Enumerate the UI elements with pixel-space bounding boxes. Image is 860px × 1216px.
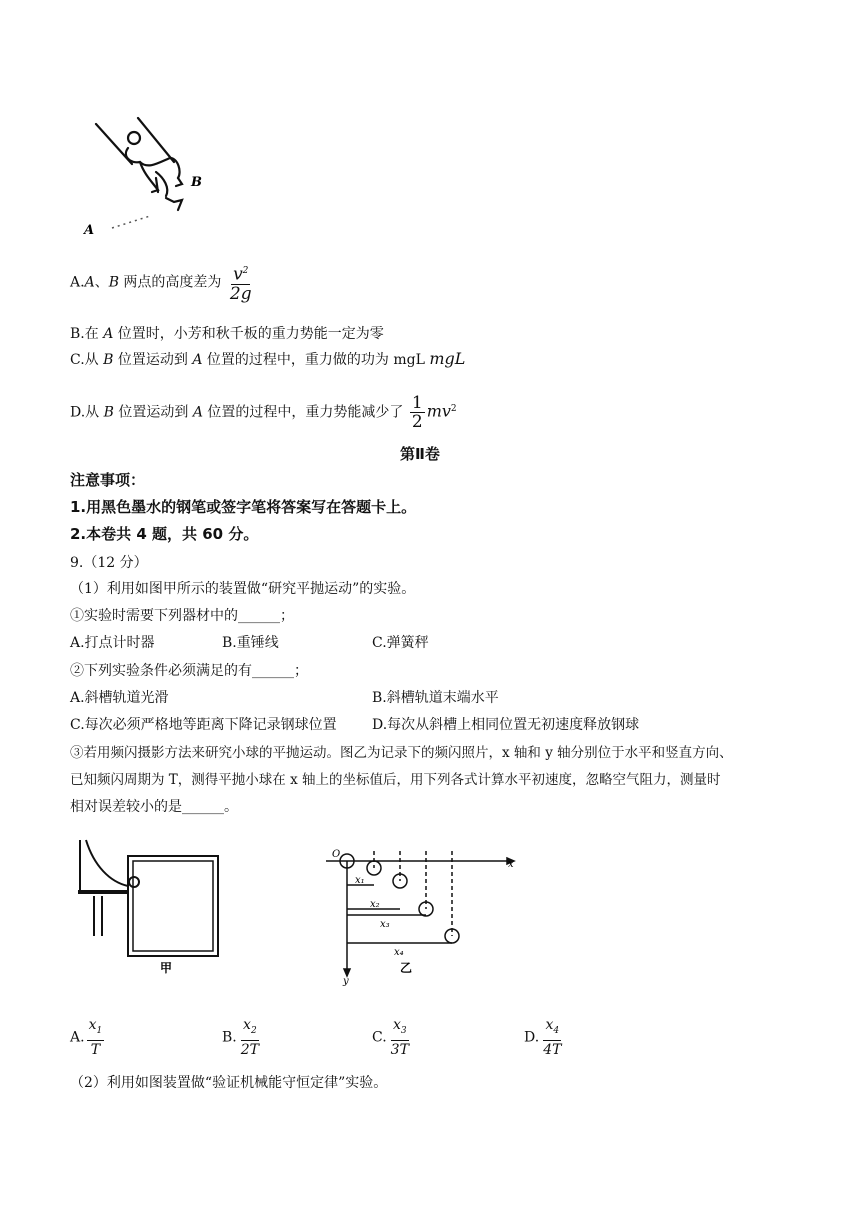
option-prefix: C. bbox=[372, 1029, 387, 1046]
figure-yi-x2: x₂ bbox=[370, 899, 380, 910]
var-a: A bbox=[192, 352, 203, 368]
q9-sub2: ②下列实验条件必须满足的有______； bbox=[70, 663, 308, 679]
q9-sub3-line3: 相对误差较小的是______。 bbox=[70, 799, 238, 815]
q9-sub1-option-c: C.弹簧秤 bbox=[372, 635, 429, 651]
var-b: B bbox=[103, 404, 114, 421]
numerator: x bbox=[88, 1017, 97, 1033]
figure-jia-label: 甲 bbox=[160, 961, 173, 975]
option-text: 位置时，小芳和秋千板的重力势能一定为零 bbox=[113, 326, 384, 342]
figure-yi-label: 乙 bbox=[400, 961, 413, 975]
separator: 、 bbox=[94, 274, 109, 291]
fraction bbox=[87, 1016, 105, 1059]
fraction bbox=[239, 1016, 261, 1059]
q9-answer-b bbox=[222, 1016, 263, 1059]
var-b: B bbox=[108, 274, 119, 291]
figure-jia bbox=[72, 836, 232, 981]
option-prefix: B.在 bbox=[70, 326, 104, 342]
notice-item-2: 2.本卷共 4 题，共 60 分。 bbox=[70, 525, 259, 543]
q8-option-b bbox=[70, 324, 384, 344]
subscript: 4 bbox=[553, 1025, 560, 1036]
q9-answer-a bbox=[70, 1016, 106, 1059]
q9-header: 9.（12 分） bbox=[70, 555, 148, 571]
option-mid: 位置运动到 bbox=[113, 352, 193, 368]
swing-label-b: B bbox=[191, 175, 202, 190]
swing-figure bbox=[78, 112, 228, 240]
denominator: 2T bbox=[240, 1041, 259, 1058]
numerator: v bbox=[233, 264, 243, 285]
q9-sub1-option-b: B.重锤线 bbox=[222, 635, 279, 651]
numerator: x bbox=[392, 1017, 401, 1033]
superscript: 2 bbox=[450, 403, 457, 414]
q9-part2: （2）利用如图装置做“验证机械能守恒定律”实验。 bbox=[70, 1075, 388, 1091]
numerator: x bbox=[545, 1017, 554, 1033]
figure-yi-x4: x₄ bbox=[394, 947, 404, 958]
option-text: 位置的过程中，重力势能减少了 bbox=[202, 404, 404, 421]
numerator: x bbox=[243, 1017, 251, 1033]
q9-sub2-option-d: D.每次从斜槽上相同位置无初速度释放钢球 bbox=[372, 717, 640, 733]
q8-option-d bbox=[70, 394, 457, 431]
option-prefix: D. bbox=[524, 1029, 540, 1046]
q9-answer-d bbox=[524, 1016, 565, 1059]
option-text: 位置的过程中，重力做的功为 mgL bbox=[202, 352, 430, 368]
q9-sub3-line1: ③若用频闪摄影方法来研究小球的平抛运动。图乙为记录下的频闪照片，x 轴和 y 轴分别位于水平和竖直方向、 bbox=[70, 745, 733, 761]
denominator: T bbox=[90, 1041, 101, 1058]
subscript: 1 bbox=[96, 1025, 103, 1036]
q9-sub2-option-a: A.斜槽轨道光滑 bbox=[70, 690, 169, 706]
fraction bbox=[389, 1016, 411, 1059]
figure-yi-x-axis: x bbox=[508, 859, 514, 870]
option-prefix: A. bbox=[70, 1029, 85, 1046]
section-title: 第Ⅱ卷 bbox=[400, 445, 440, 463]
q9-sub2-option-b: B.斜槽轨道末端水平 bbox=[372, 690, 499, 706]
var-b: B bbox=[103, 352, 114, 368]
numerator: 1 bbox=[411, 393, 423, 413]
figure-yi-x1: x₁ bbox=[355, 875, 365, 886]
figure-yi-x3: x₃ bbox=[380, 919, 390, 930]
figure-yi bbox=[322, 846, 522, 986]
q8-option-a bbox=[70, 262, 256, 303]
fraction bbox=[228, 262, 254, 303]
fraction bbox=[410, 394, 425, 431]
formula: mgL bbox=[429, 349, 466, 368]
var-a: A bbox=[84, 274, 95, 291]
q9-sub1-option-a: A.打点计时器 bbox=[70, 635, 155, 651]
option-prefix: A. bbox=[70, 274, 85, 291]
var-a: A bbox=[192, 404, 203, 421]
q9-part1: （1）利用如图甲所示的装置做“研究平抛运动”的实验。 bbox=[70, 581, 416, 597]
notice-item-1: 1.用黑色墨水的钢笔或签字笔将答案写在答题卡上。 bbox=[70, 498, 417, 516]
q9-answer-c bbox=[372, 1016, 413, 1059]
fraction bbox=[541, 1016, 563, 1059]
formula: mv bbox=[426, 401, 451, 421]
figure-yi-y-axis: y bbox=[343, 976, 349, 986]
denominator: 2 bbox=[411, 412, 423, 432]
option-text: 两点的高度差为 bbox=[118, 274, 222, 291]
option-prefix: B. bbox=[222, 1029, 237, 1046]
q9-sub1: ①实验时需要下列器材中的______； bbox=[70, 608, 294, 624]
superscript: 2 bbox=[242, 266, 249, 276]
denominator: 3T bbox=[390, 1041, 409, 1058]
q8-option-c bbox=[70, 349, 465, 370]
option-mid: 位置运动到 bbox=[113, 404, 193, 421]
denominator: 2g bbox=[229, 283, 252, 304]
q9-sub3-line2: 已知频闪周期为 T，测得平抛小球在 x 轴上的坐标值后，用下列各式计算水平初速度，忽略空气阻力，测量时 bbox=[70, 772, 721, 788]
q9-sub2-option-c: C.每次必须严格地等距离下降记录钢球位置 bbox=[70, 717, 337, 733]
figure-yi-origin: O bbox=[332, 849, 341, 860]
var-a: A bbox=[103, 326, 114, 342]
notice-heading: 注意事项： bbox=[70, 471, 146, 489]
denominator: 4T bbox=[543, 1041, 562, 1058]
option-prefix: D.从 bbox=[70, 404, 104, 421]
swing-label-a: A bbox=[84, 223, 95, 238]
subscript: 2 bbox=[250, 1025, 257, 1036]
subscript: 3 bbox=[400, 1025, 407, 1036]
option-prefix: C.从 bbox=[70, 352, 104, 368]
